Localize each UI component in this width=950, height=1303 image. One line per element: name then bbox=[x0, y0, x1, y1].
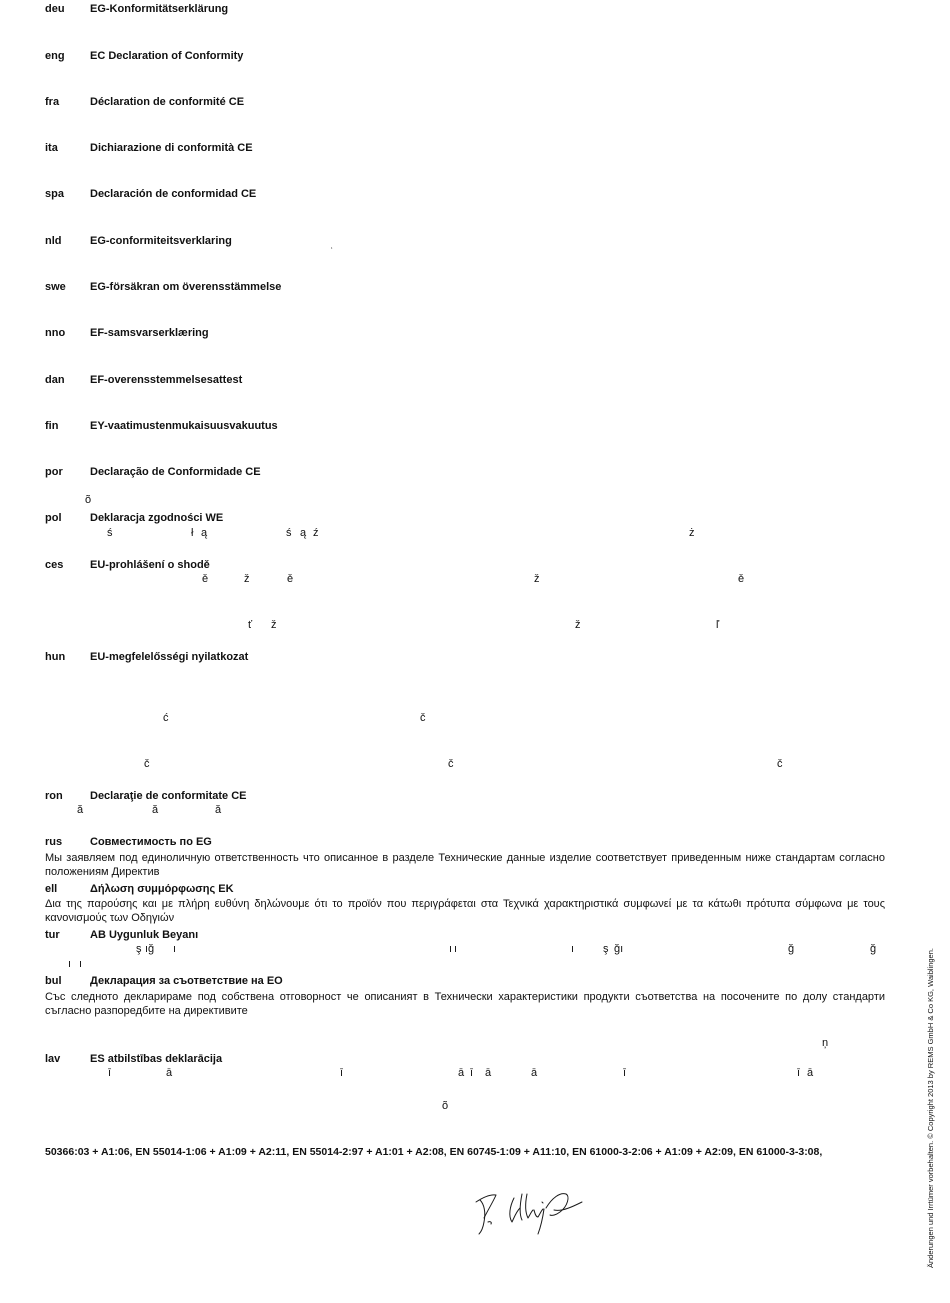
declaration-title: EU-prohlášení o shodě bbox=[90, 559, 210, 571]
stray-char: ł bbox=[191, 527, 194, 539]
declaration-title: EU-megfelelősségi nyilatkozat bbox=[90, 651, 249, 663]
stray-char: ă bbox=[77, 804, 84, 816]
stray-char: ż bbox=[689, 527, 695, 539]
stray-char: ā bbox=[531, 1067, 538, 1079]
stray-char: ž bbox=[575, 619, 581, 631]
stray-char: ľ bbox=[716, 619, 720, 631]
language-code: deu bbox=[45, 3, 65, 15]
declaration-title: Dichiarazione di conformità CE bbox=[90, 142, 253, 154]
stray-char: ā bbox=[458, 1067, 465, 1079]
stray-char: ī bbox=[623, 1067, 627, 1079]
stray-char: ğ bbox=[870, 943, 877, 955]
stray-char: ī bbox=[470, 1067, 474, 1079]
stray-char: ć bbox=[163, 712, 169, 724]
stray-char: č bbox=[420, 712, 426, 724]
declaration-title: Декларация за съответствие на ЕО bbox=[90, 975, 283, 987]
declaration-title: EC Declaration of Conformity bbox=[90, 50, 244, 62]
stray-char: ā bbox=[485, 1067, 492, 1079]
declaration-title: EG-conformiteitsverklaring bbox=[90, 235, 232, 247]
stray-char: õ bbox=[442, 1100, 449, 1112]
stray-char: ı bbox=[449, 943, 453, 955]
declaration-title: Δήλωση συμμόρφωσης ΕΚ bbox=[90, 883, 234, 895]
stray-char: ž bbox=[244, 573, 250, 585]
language-code: nld bbox=[45, 235, 62, 247]
language-code: pol bbox=[45, 512, 62, 524]
declaration-title: Déclaration de conformité CE bbox=[90, 96, 245, 108]
language-code: spa bbox=[45, 188, 64, 200]
copyright-notice: Änderungen und Irrtümer vorbehalten. © Copyright 2013 by REMS GmbH & Co KG, Waiblingen. bbox=[926, 948, 935, 1268]
stray-char: ğı bbox=[614, 943, 624, 955]
stray-char: ı bbox=[173, 943, 177, 955]
declaration-title: ES atbilstības deklarācija bbox=[90, 1053, 223, 1065]
stray-char: ě bbox=[287, 573, 294, 585]
declaration-title: EY-vaatimustenmukaisuusvakuutus bbox=[90, 420, 278, 432]
stray-char: ā bbox=[807, 1067, 814, 1079]
language-code: tur bbox=[45, 929, 60, 941]
stray-char: ă bbox=[152, 804, 159, 816]
stray-char: č bbox=[448, 758, 454, 770]
declaration-text: Със следното декларираме под собствена отговорност че описаният в Технически характеристики продукти съответства на посочените по долу стандарти съгласно разпоредбите на директивите bbox=[45, 991, 885, 1017]
stray-char: ś bbox=[286, 527, 292, 539]
stray-char: ı bbox=[454, 943, 458, 955]
standards-list: 50366:03 + A1:06, EN 55014-1:06 + A1:09 + A2:11, EN 55014-2:97 + A1:01 + A2:08, EN 60745-1:09 + A11:10, EN 61000-3-2:06 + A1:09 + A2:09, EN 61000-3-3:08, bbox=[45, 1146, 823, 1158]
language-code: rus bbox=[45, 836, 63, 848]
stray-char: ņ bbox=[822, 1037, 829, 1049]
language-code: dan bbox=[45, 374, 65, 386]
declaration-title: Deklaracja zgodności WE bbox=[90, 512, 224, 524]
language-code: nno bbox=[45, 327, 66, 339]
stray-char: ě bbox=[202, 573, 209, 585]
language-code: ces bbox=[45, 559, 64, 571]
stray-char: ş bbox=[603, 943, 609, 955]
stray-char: ‘ bbox=[331, 247, 333, 254]
language-code: por bbox=[45, 466, 63, 478]
stray-char: ą bbox=[300, 527, 307, 539]
stray-char: ž bbox=[534, 573, 540, 585]
declaration-title: Declaração de Conformidade CE bbox=[90, 466, 261, 478]
stray-char: ě bbox=[738, 573, 745, 585]
declaration-title: Совместимость по EG bbox=[90, 836, 212, 848]
language-code: fin bbox=[45, 420, 59, 432]
stray-char: õ bbox=[85, 494, 92, 506]
language-code: ell bbox=[45, 883, 58, 895]
language-code: swe bbox=[45, 281, 66, 293]
stray-char: ž bbox=[271, 619, 277, 631]
declaration-text: Δια της παρούσης και με πλήρη ευθύνη δηλώνουμε ότι το προϊόν που περιγράφεται στα Τεχνικά χαρακτηριστικά συμφωνεί με τα κάτωθι πρότυπα σύμφωνα με τους κανονισμούς των Οδηγιών bbox=[45, 898, 885, 924]
stray-char: č bbox=[777, 758, 783, 770]
stray-char: ź bbox=[313, 527, 319, 539]
stray-char: ığ bbox=[145, 943, 155, 955]
stray-char: ğ bbox=[788, 943, 795, 955]
stray-char: ą bbox=[201, 527, 208, 539]
language-code: eng bbox=[45, 50, 65, 62]
declaration-title: EF-samsvarserklæring bbox=[90, 327, 209, 339]
handwritten-signature bbox=[470, 1182, 600, 1242]
declaration-title: EF-overensstemmelsesattest bbox=[90, 374, 243, 386]
language-code: fra bbox=[45, 96, 60, 108]
stray-char: ş bbox=[136, 943, 142, 955]
stray-char: ī bbox=[797, 1067, 801, 1079]
stray-char: ś bbox=[107, 527, 113, 539]
declaration-title: AB Uygunluk Beyanı bbox=[90, 929, 199, 941]
stray-char: ı bbox=[68, 958, 72, 970]
language-code: ron bbox=[45, 790, 63, 802]
declaration-title: Declaraţie de conformitate CE bbox=[90, 790, 247, 802]
stray-char: ı bbox=[79, 958, 83, 970]
language-code: lav bbox=[45, 1053, 61, 1065]
declaration-text: Мы заявляем под единоличную ответственность что описанное в разделе Технические данные изделие соответствует приведенным ниже стандартам согласно положениям Директив bbox=[45, 852, 885, 878]
declaration-title: EG-försäkran om överensstämmelse bbox=[90, 281, 282, 293]
stray-char: ī bbox=[108, 1067, 112, 1079]
stray-char: č bbox=[144, 758, 150, 770]
stray-char: ā bbox=[166, 1067, 173, 1079]
stray-char: ı bbox=[571, 943, 575, 955]
language-code: bul bbox=[45, 975, 62, 987]
language-code: hun bbox=[45, 651, 66, 663]
stray-char: ť bbox=[248, 619, 253, 631]
language-code: ita bbox=[45, 142, 58, 154]
stray-char: ī bbox=[340, 1067, 344, 1079]
declaration-title: EG-Konformitätserklärung bbox=[90, 3, 229, 15]
declaration-title: Declaración de conformidad CE bbox=[90, 188, 257, 200]
stray-char: ă bbox=[215, 804, 222, 816]
